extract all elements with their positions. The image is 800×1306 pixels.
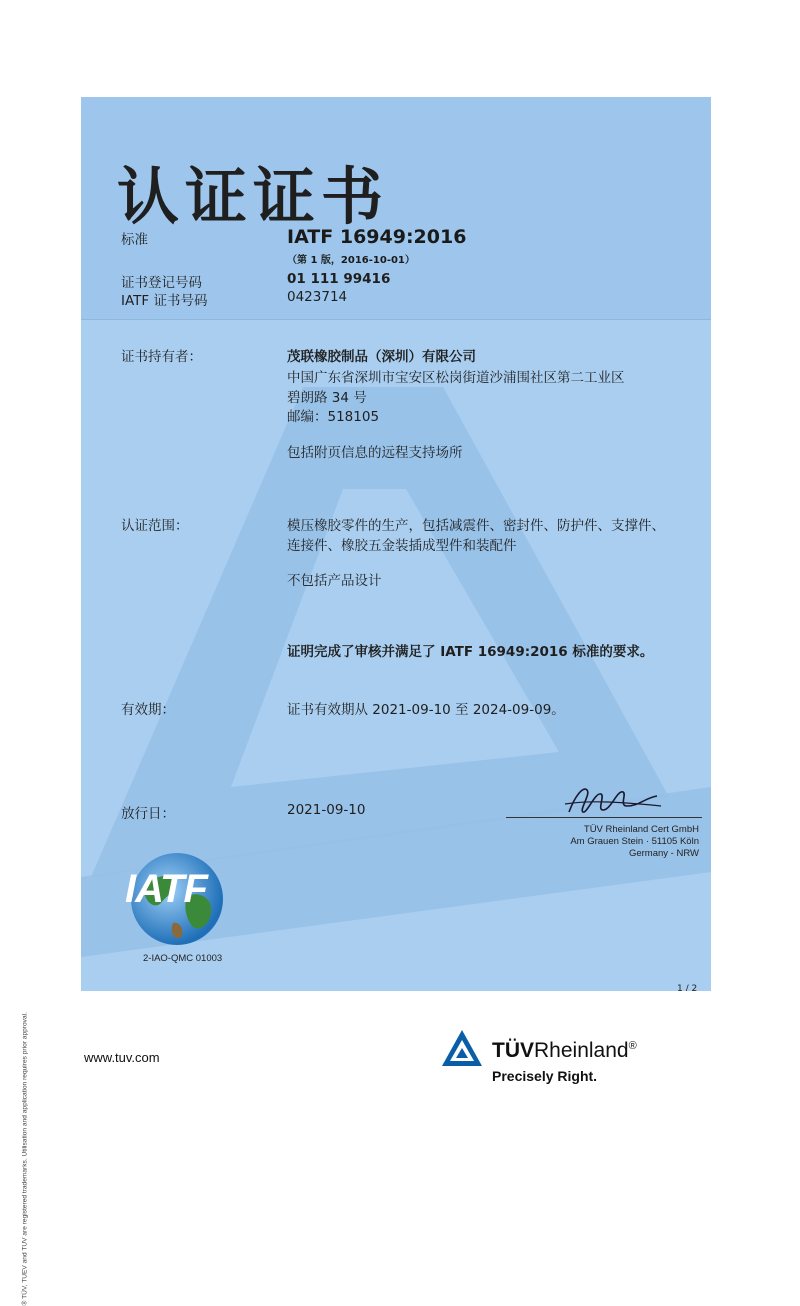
iatf-logo-text: IATF <box>125 867 207 911</box>
signature <box>561 782 671 818</box>
holder-postcode: 邮编：518105 <box>287 409 380 425</box>
brand-rheinland: Rheinland <box>534 1039 629 1062</box>
scope-exclusion: 不包括产品设计 <box>287 573 382 589</box>
reg-no-label: 证书登记号码 <box>121 275 202 291</box>
issuer-name: TÜV Rheinland Cert GmbH <box>583 824 699 835</box>
signature-line <box>506 817 702 818</box>
holder-address-2: 碧朗路 34 号 <box>287 390 367 406</box>
scope-label: 认证范围： <box>121 518 189 534</box>
tuv-brand <box>492 1039 637 1063</box>
issuer-country: Germany - NRW <box>628 848 699 859</box>
issue-date-label: 放行日： <box>121 806 175 822</box>
scope-line-2: 连接件、橡胶五金装插成型件和装配件 <box>287 538 517 554</box>
footer-url[interactable]: www.tuv.com <box>84 1050 160 1065</box>
validity-label: 有效期： <box>121 702 175 718</box>
standard-label: 标准 <box>121 232 148 248</box>
brand-registered: ® <box>628 1040 637 1052</box>
holder-remote-sites: 包括附页信息的远程支持场所 <box>287 445 463 461</box>
reg-no-value: 01 111 99416 <box>287 271 391 287</box>
tuv-triangle-icon <box>440 1028 484 1068</box>
certificate-panel <box>81 97 711 991</box>
issuer-block <box>570 824 699 860</box>
brand-slogan: Precisely Right. <box>492 1068 598 1084</box>
page-number: 1 / 2 <box>677 984 698 991</box>
iatf-no-label: IATF 证书号码 <box>121 293 208 309</box>
issuer-address: Am Grauen Stein · 51105 Köln <box>570 836 699 847</box>
holder-address-1: 中国广东省深圳市宝安区松岗街道沙浦围社区第二工业区 <box>287 370 625 386</box>
validity-value: 证书有效期从 2021-09-10 至 2024-09-09。 <box>287 702 565 718</box>
holder-label: 证书持有者： <box>121 349 202 365</box>
standard-edition: （第 1 版，2016-10-01） <box>287 255 415 266</box>
compliance-statement: 证明完成了审核并满足了 IATF 16949:2016 标准的要求。 <box>287 644 654 660</box>
certificate-title: 认证证书 <box>117 160 390 233</box>
iatf-code: 2-IAO-QMC 01003 <box>143 953 223 964</box>
holder-name: 茂联橡胶制品（深圳）有限公司 <box>287 349 476 365</box>
iatf-no-value: 0423714 <box>287 289 348 305</box>
issue-date-value: 2021-09-10 <box>287 802 366 818</box>
scope-line-1: 模压橡胶零件的生产，包括减震件、密封件、防护件、支撑件、 <box>287 518 665 534</box>
standard-value: IATF 16949:2016 <box>287 226 467 248</box>
brand-tuv: TÜV <box>492 1039 534 1062</box>
trademark-note: ® TÜV, TUEV and TUV are registered trademarks. Utilisation and application requires prior approval. <box>21 1012 29 1306</box>
